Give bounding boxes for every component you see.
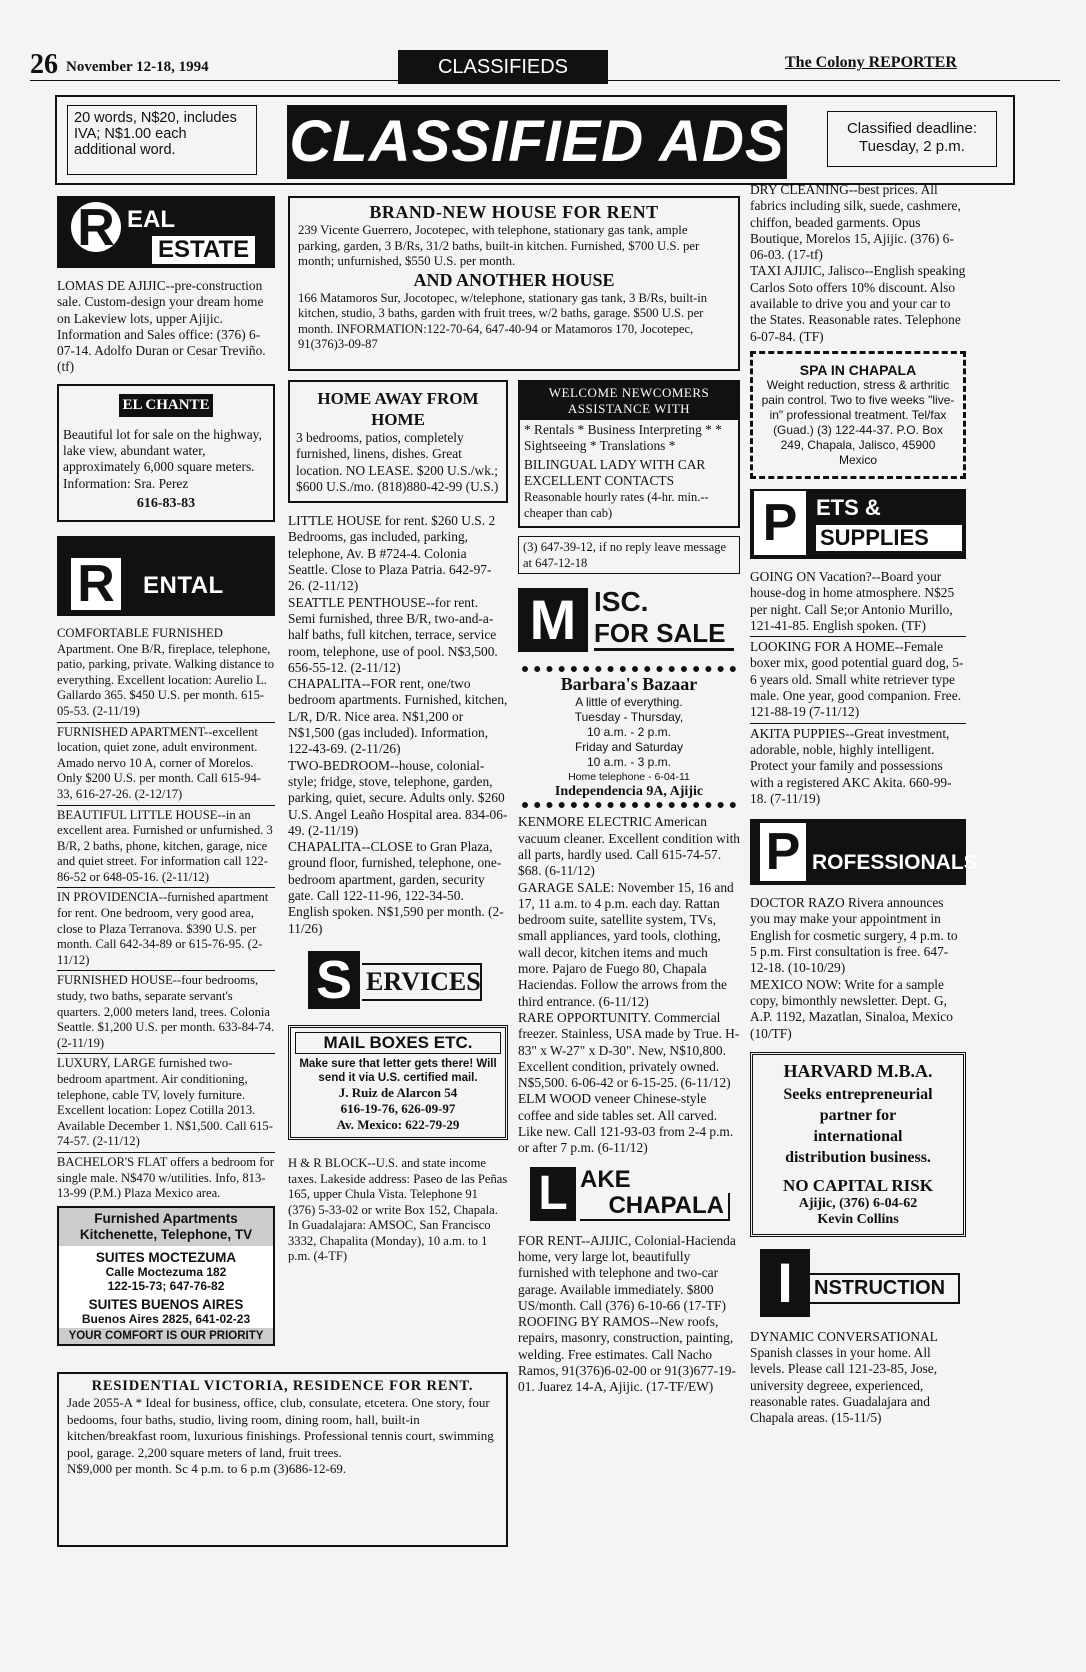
section-word: NSTRUCTION xyxy=(810,1273,960,1304)
ad-rare-opportunity: RARE OPPORTUNITY. Commercial freezer. Stainless, USA made by True. H-83" x W-27" x D-30". New, N$10,800. Excellent condition, privately owned. N$5,500. 6-06-42 or 6-15-25. (6-11/12) xyxy=(518,1009,740,1091)
section-word: ENTAL xyxy=(143,571,224,599)
harvard-risk: NO CAPITAL RISK xyxy=(783,1175,933,1195)
ad-kenmore: KENMORE ELECTRIC American vacuum cleaner. Excellent condition with all parts, hardly used. Call 615-74-57. $68. (6-11/12) xyxy=(518,814,740,879)
ad-rent-7: BACHELOR'S FLAT offers a bedroom for single male. N$470 w/utilities. Info, 813-13-99 (P.M.) Plaza Mexico area. xyxy=(57,1154,274,1201)
mail-body: Make sure that letter gets there! Will send it via U.S. certified mail. xyxy=(299,1057,497,1084)
chante-title: EL CHANTE xyxy=(119,394,213,417)
masthead xyxy=(30,50,1060,80)
section-word-1: ISC. xyxy=(594,586,649,618)
harvard-body: Seeks entrepreneurial partner for international distribution business. xyxy=(783,1085,933,1166)
ad-lomas: LOMAS DE AJIJIC--pre-construction sale. Custom-design your dream home on Lakeview lots, upper Ajijic. Information and Sales office: (376) 6-07-14. Adolfo Duran or Cesar Treviño. (tf) xyxy=(57,278,266,375)
suites-name-2: SUITES BUENOS AIRES xyxy=(88,1296,244,1312)
welcome-body: * Rentals * Business Interpreting * * Sightseeing * Translations * xyxy=(524,422,722,454)
pets-header xyxy=(750,489,966,559)
another-title: AND ANOTHER HOUSE xyxy=(413,269,615,290)
section-letter: L xyxy=(530,1167,576,1221)
ad-garage-sale: GARAGE SALE: November 15, 16 and 17, 11 a.m. to 4 p.m. each day. Rattan bedroom suite, satellite system, TVs, small appliances, yard tools, clothing, wall decor, kitchen items and much more. Pajaro de Fuego 80, Chapala Haciendas. Follow the arrows from the third entrance. (6-11/12) xyxy=(518,879,734,1009)
mail-av: Av. Mexico: 622-79-29 xyxy=(336,1116,460,1132)
section-word-2: SUPPLIES xyxy=(816,525,962,551)
mailboxes-ad xyxy=(288,1025,508,1140)
chante-phone: 616-83-83 xyxy=(136,495,196,511)
suites-addr-2: Buenos Aires 2825, 641-02-23 xyxy=(81,1311,251,1326)
ad-rent-5: FURNISHED HOUSE--four bedrooms, study, two baths, separate servant's quarters. 2,000 meters land, trees. Colonia Seattle. $1,200 U.S. per month. 633-84-74. (2-11/19) xyxy=(57,973,275,1050)
ad-two-bedroom: TWO-BEDROOM--house, colonial-style; fridge, stove, telephone, garden, parking, quiet, secure. Adults only. $260 U.S. Angel Leaño Hospital area. 834-06-49. (2-11/19) xyxy=(288,757,508,838)
ad-rent-2: FURNISHED APARTMENT--excellent location, quiet zone, adult environment. Amado nervo 10 A, corner of Morelos. Only $200 U.S. per month. Call 615-94-33, 616-27-26. (2-12/17) xyxy=(57,724,261,801)
column-2 xyxy=(288,380,508,1265)
ad-looking-for-home: LOOKING FOR A HOME--Female boxer mix, good potential guard dog, 5-6 years old. Small white retriever type male. One year, good companion. Free. 121-88-19 (7-11/12) xyxy=(750,639,964,720)
section-letter: P xyxy=(760,823,806,881)
banner-title: CLASSIFIED ADS xyxy=(287,105,787,179)
classified-banner xyxy=(55,95,1015,185)
section-word-1: ETS & xyxy=(816,494,881,520)
suites-name-1: SUITES MOCTEZUMA xyxy=(95,1249,237,1265)
real-estate-header xyxy=(57,196,275,268)
section-letter: P xyxy=(754,491,806,555)
suites-addr-1: Calle Moctezuma 182 xyxy=(105,1264,227,1279)
spa-title: SPA IN CHAPALA xyxy=(799,361,917,378)
welcome-tel: (3) 647-39-12, if no reply leave message at 647-12-18 xyxy=(523,539,727,571)
section-label: CLASSIFIEDS xyxy=(398,50,608,84)
column-4 xyxy=(750,182,978,1427)
barbaras-bazaar-ad xyxy=(522,666,736,808)
ad-doctor-razo: DOCTOR RAZO Rivera announces you may make your appointment in English for cosmetic surgery, 4 p.m. to 5 p.m. First consultation is free. 647-12-18. (10-10/29) xyxy=(750,895,958,976)
lake-chapala-header xyxy=(518,1167,740,1223)
brand-title: BRAND-NEW HOUSE FOR RENT xyxy=(369,202,659,222)
spa-body: Weight reduction, stress & arthritic pain control. Two to five weeks "live-in" professional treatment. Tel/fax (Guad.) (3) 122-44-37. P.O. Box 249, Chapala, Jalisco, 45900 Mexico xyxy=(761,377,955,467)
section-letter: R xyxy=(71,558,121,610)
residential-body: Jade 2055-A * Ideal for business, office, club, consulate, etcetera. One story, four bedooms, four baths, studio, living room, dining room, hall, built-in kitchen/breakfast room, luxurious finishings. Professional tennis court, swimming pool, garage. 2,200 square meters of land, fruit trees. xyxy=(67,1395,494,1460)
residential-price: N$9,000 per month. Sc 4 p.m. to 6 p.m (3)686-12-69. xyxy=(67,1461,347,1476)
professionals-header xyxy=(750,819,978,885)
barbara-addr: Independencia 9A, Ajijic xyxy=(554,784,704,800)
welcome-lady: BILINGUAL LADY WITH CAR EXCELLENT CONTACTS xyxy=(524,456,706,488)
welcome-title: WELCOME NEWCOMERS ASSISTANCE WITH xyxy=(520,382,738,420)
ad-elm-wood: ELM WOOD veneer Chinese-style coffee and side tables set. All carved. Like new. Call 121-93-03 from 2-4 p.m. or after 7 p.m. (6-11/12) xyxy=(518,1091,734,1156)
ad-chapalita-2: CHAPALITA--CLOSE to Gran Plaza, ground floor, furnished, telephone, one-bedroom apartment, garden, security gate. Call 122-11-96, 122-34-50. English spoken. N$1,590 per month. (2-11/26) xyxy=(288,839,504,936)
section-letter: R xyxy=(71,202,121,252)
ad-rent-1: COMFORTABLE FURNISHED Apartment. One B/R, fireplace, telephone, patio, parking, private. Walking distance to everything. Excellent location: Aurelio L. Gallardo 365. $450 U.S. per month. 615-05-53. (2-11/19) xyxy=(57,625,274,718)
ad-rent-3: BEAUTIFUL LITTLE HOUSE--in an excellent area. Furnished or unfurnished. 3 B/R, 2 baths, phone, kitchen, garage, nice and quiet street. For information call 122-86-52 or 648-05-16. (2-11/12) xyxy=(57,807,273,884)
suites-head: Furnished Apartments Kitchenette, Telephone, TV xyxy=(59,1208,273,1246)
barbara-title: Barbara's Bazaar xyxy=(560,674,698,695)
suites-ad xyxy=(57,1206,275,1346)
barbara-line-4: Friday and Saturday xyxy=(574,740,684,755)
harvard-ad xyxy=(750,1052,966,1237)
ad-rent-6: LUXURY, LARGE furnished two-bedroom apartment. Air conditioning, telephone, cable TV, lovely furniture. Excellent location: Lopez Cotilla 2013. Available December 1. N$1,500. Call 615-74-57. (2-11/12) xyxy=(57,1056,273,1149)
section-letter: S xyxy=(308,951,360,1009)
misc-header xyxy=(518,588,740,656)
brand-new-ad xyxy=(288,196,740,371)
home-body: 3 bedrooms, patios, completely furnished, linens, dishes. Great location. NO LEASE. $200 U.S./wk.; $600 U.S./mo. (818)880-42-99 (U.S.) xyxy=(296,430,499,494)
section-letter: M xyxy=(518,588,588,652)
paper-name: The Colony REPORTER xyxy=(785,54,957,71)
harvard-name: Kevin Collins xyxy=(817,1211,899,1227)
barbara-line-2: Tuesday - Thursday, xyxy=(574,710,684,725)
barbara-line-5: 10 a.m. - 3 p.m. xyxy=(586,755,672,770)
residential-ad xyxy=(57,1372,508,1547)
suites-foot: YOUR COMFORT IS OUR PRIORITY xyxy=(59,1328,273,1344)
harvard-title: HARVARD M.B.A. xyxy=(783,1060,933,1081)
mail-addr: J. Ruiz de Alarcon 54 xyxy=(338,1084,458,1100)
another-body: 166 Matamoros Sur, Jocotopec, w/telephone, stationary gas tank, 3 B/Rs, built-in kitchen, studio, 3 baths, garden with fruit trees, w/2 baths, garage. $500 U.S. per month. INFORMATION:122-70-64, 647-40-94 or Matamoros 170, Jocotepec, 91(376)3-09-87 xyxy=(298,290,708,351)
welcome-tel-box xyxy=(518,536,740,575)
section-word: ERVICES xyxy=(362,963,482,1001)
home-title: HOME AWAY FROM HOME xyxy=(317,389,479,429)
barbara-line-3: 10 a.m. - 2 p.m. xyxy=(586,725,672,740)
ad-taxi: TAXI AJIJIC, Jalisco--English speaking Carlos Soto offers 10% discount. Also available to drive you and your car to the States. Reasonable rates. Telephone 6-07-84. (TF) xyxy=(750,263,966,344)
issue-date: November 12-18, 1994 xyxy=(66,59,209,75)
ad-mexico-now: MEXICO NOW: Write for a sample copy, bimonthly newsletter. Dept. G, A.P. 1192, Mazatlan, Sinaloa, Mexico (10/TF) xyxy=(750,976,953,1041)
barbara-line-6: Home telephone - 6-04-11 xyxy=(568,771,690,784)
ad-roofing: ROOFING BY RAMOS--New roofs, repairs, masonry, construction, painting, welding. Free estimates. Call Nacho Ramos, 91(376)6-02-00 or 91(3)677-19-01. Juarez 14-A, Ajijic. (17-TF/EW) xyxy=(518,1314,736,1395)
mail-title: MAIL BOXES ETC. xyxy=(295,1032,501,1054)
mail-tel: 616-19-76, 626-09-97 xyxy=(340,1100,456,1116)
residential-title: RESIDENTIAL VICTORIA, RESIDENCE FOR RENT. xyxy=(91,1378,474,1394)
instruction-header xyxy=(750,1249,966,1319)
ad-chapalita-1: CHAPALITA--FOR rent, one/two bedroom apartments. Furnished, kitchen, L/R, D/R. Nice area. N$1,200 or N$1,500 (gas included). Information, 122-43-69. (2-11/26) xyxy=(288,676,508,757)
ad-going-on-vacation: GOING ON Vacation?--Board your house-dog in home atmosphere. N$25 per night. Call Se;or Antonio Murillo, 121-41-85. English spoken. (TF) xyxy=(750,568,955,633)
harvard-tel: Ajijic, (376) 6-04-62 xyxy=(798,1195,918,1211)
section-word-1: EAL xyxy=(127,206,175,233)
ad-hr-block: H & R BLOCK--U.S. and state income taxes. Lakeside address: Paseo de las Peñas 165, upper Chula Vista. Telephone 91 (376) 5-33-02 or write Box 152, Chapala. In Guadalajara: AMSOC, San Francisco 3332, Chapalita (Monday), 10 a.m. to 1 p.m. (4-TF) xyxy=(288,1155,508,1264)
ad-little-house: LITTLE HOUSE for rent. $260 U.S. 2 Bedrooms, gas included, parking, telephone, Av. B #724-4. Colonia Seattle. Close to Plaza Patria. 642-97-26. (2-11/12) xyxy=(288,513,496,594)
column-3 xyxy=(518,380,740,1396)
page-number: 26 xyxy=(30,49,58,80)
ad-dry-cleaning: DRY CLEANING--best prices. All fabrics including silk, suede, cashmere, chiffon, beaded garments. Opus Boutique, Morelos 15, Ajijic. (376) 6-06-03. (17-tf) xyxy=(750,182,961,263)
section-word-2: FOR SALE xyxy=(594,618,734,651)
column-1 xyxy=(57,196,275,1346)
deadline-box: Classified deadline: Tuesday, 2 p.m. xyxy=(827,111,997,167)
barbara-line-1: A little of everything. xyxy=(575,695,683,710)
ad-rent-4: IN PROVIDENCIA--furnished apartment for rent. One bedroom, very good area, close to Plaza Terranova. $390 U.S. per month. Call 642-34-89 or 615-76-95. (2-11/12) xyxy=(57,890,269,967)
rental-header xyxy=(57,536,275,616)
spa-ad xyxy=(750,351,966,479)
welcome-ad xyxy=(518,380,740,528)
services-header xyxy=(288,949,508,1013)
ad-seattle: SEATTLE PENTHOUSE--for rent. Semi furnished, three B/R, two-and-a-half baths, full kitchen, terrace, service room, telephone, use of pool. N$3,500. 656-55-12. (2-11/12) xyxy=(288,594,498,675)
brand-body: 239 Vicente Guerrero, Jocotepec, with telephone, stationary gas tank, ample parking, garden, 3 B/Rs, 31/2 baths, built-in kitchen. Furnished, $700 U.S. per month; unfurnished, $550 U.S. per month. xyxy=(298,223,700,268)
ad-ajijic-rent: FOR RENT--AJIJIC, Colonial-Hacienda home, very large lot, beautifully furnished with telephone and two-car garage. Available immediately. $800 US/month. Call (376) 6-10-66 (17-TF) xyxy=(518,1232,736,1313)
section-letter: I xyxy=(760,1249,810,1317)
welcome-rates: Reasonable hourly rates (4-hr. min.--cheaper than cab) xyxy=(524,490,709,521)
home-away-ad xyxy=(288,380,508,503)
section-word: ROFESSIONALS xyxy=(812,851,978,875)
section-word-2: CHAPALA xyxy=(580,1193,730,1221)
ad-dynamic-spanish: DYNAMIC CONVERSATIONAL Spanish classes in your home. All levels. Please call 121-23-85, Jose, university degreee, experienced, reasonable rates. Guadalajara and Chapala areas. (15-11/5) xyxy=(750,1328,938,1426)
section-word-1: AKE xyxy=(580,1165,631,1193)
ad-akita: AKITA PUPPIES--Great investment, adorable, noble, highly intelligent. Protect your family and possessions with a registered AKC Akita. 660-99-18. (7-11/19) xyxy=(750,725,952,806)
rates-box: 20 words, N$20, includes IVA; N$1.00 each additional word. xyxy=(67,105,257,175)
chante-body: Beautiful lot for sale on the highway, lake view, abundant water, approximately 6,000 square meters. Information: Sra. Perez xyxy=(63,426,262,491)
chante-ad xyxy=(57,384,275,522)
suites-tel-1: 122-15-73; 647-76-82 xyxy=(107,1278,225,1293)
section-word-2: ESTATE xyxy=(152,236,255,264)
